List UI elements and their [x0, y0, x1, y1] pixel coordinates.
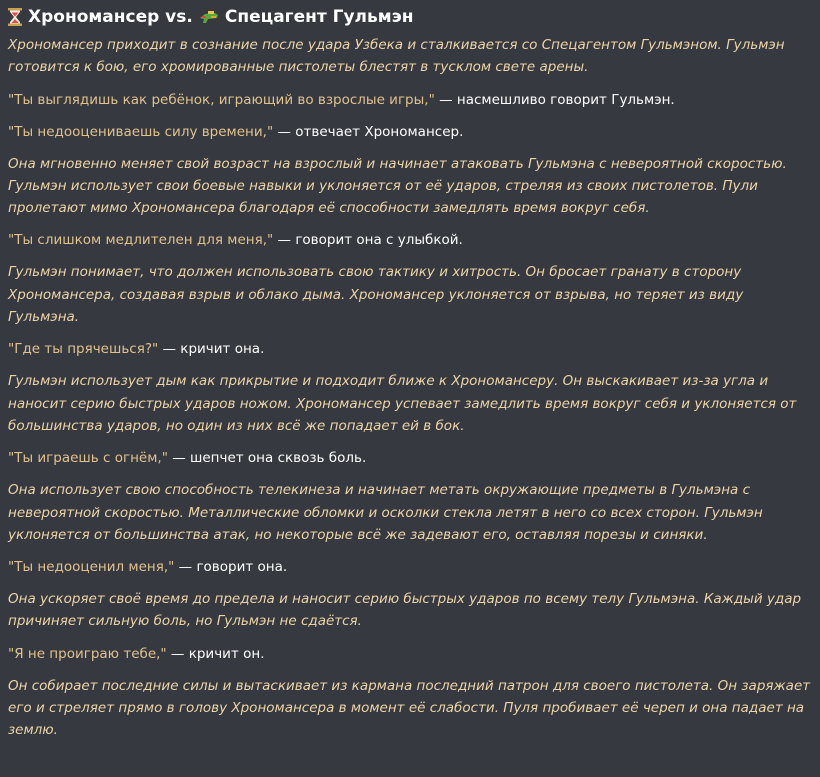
- dialogue-tag: — насмешливо говорит Гульмэн.: [439, 91, 675, 108]
- dialogue-line: [8, 643, 812, 665]
- dialogue-tag: — отвечает Хрономансер.: [277, 123, 464, 140]
- dialogue-tag: — говорит она с улыбкой.: [277, 232, 463, 249]
- dialogue-quote: "Ты выглядишь как ребёнок, играющий во взрослые игры,": [8, 91, 435, 108]
- dialogue-line: [8, 121, 812, 143]
- dialogue-tag: — кричит она.: [162, 341, 265, 358]
- dialogue-line: [8, 89, 812, 111]
- dialogue-tag: — шепчет она сквозь боль.: [172, 450, 367, 467]
- agent-icon: [199, 9, 219, 25]
- dialogue-tag: — говорит она.: [178, 559, 288, 576]
- dialogue-quote: "Ты недооценил меня,": [8, 559, 175, 576]
- narration-paragraph: Она ускоряет своё время до предела и наносит серию быстрых ударов по всему телу Гульмэна. Каждый удар причиняет сильную боль, но Гульмэн не сдаётся.: [8, 591, 802, 630]
- dialogue-line: [8, 338, 812, 360]
- narration-paragraph: Она использует свою способность телекинеза и начинает метать окружающие предметы в Гульмэна с невероятной скоростью. Металлические обломки и осколки стекла летят в него со всех сторон. Гульмэн уклоняется от большинства атак, но некоторые всё же задевают его, оставляя порезы и синяки.: [8, 482, 763, 543]
- dialogue-quote: "Ты играешь с огнём,": [8, 450, 168, 467]
- dialogue-line: [8, 556, 812, 578]
- dialogue-quote: "Ты слишком медлителен для меня,": [8, 232, 274, 249]
- title-part-1: Хрономансер vs.: [28, 7, 193, 27]
- story-title: [8, 6, 812, 28]
- narration-paragraph: Он собирает последние силы и вытаскивает из кармана последний патрон для своего пистолета. Он заряжает его и стреляет прямо в голову Хрономансера в момент её слабости. Пуля пробивает её череп и она падает на землю.: [8, 677, 811, 739]
- dialogue-quote: "Я не проиграю тебе,": [8, 645, 167, 662]
- hourglass-icon: [8, 8, 22, 26]
- dialogue-quote: "Ты недооцениваешь силу времени,": [8, 123, 274, 140]
- narration-paragraph: Она мгновенно меняет свой возраст на взрослый и начинает атаковать Гульмэна с невероятной скоростью. Гульмэн использует свои боевые навыки и уклоняется от её ударов, стреляя из своих пистолетов. Пули пролетают мимо Хрономансера благодаря её способности замедлять время вокруг себя.: [8, 155, 787, 217]
- narration-paragraph: Гульмэн использует дым как прикрытие и подходит ближе к Хрономансеру. Он выскакивает из-за угла и наносит серию быстрых ударов ножом. Хрономансер успевает замедлить время вокруг себя и уклоняется от большинства ударов, но один из них всё же попадает ей в бок.: [8, 373, 797, 434]
- dialogue-line: [8, 447, 812, 469]
- dialogue-quote: "Где ты прячешься?": [8, 341, 159, 358]
- dialogue-tag: — кричит он.: [170, 645, 265, 662]
- dialogue-line: [8, 229, 812, 251]
- narration-paragraph: Хрономансер приходит в сознание после удара Узбека и сталкивается со Спецагентом Гульмэном. Гульмэн готовится к бою, его хромированные пистолеты блестят в тусклом свете арены.: [8, 37, 785, 76]
- narration-paragraph: Гульмэн понимает, что должен использовать свою тактику и хитрость. Он бросает гранату в сторону Хрономансера, создавая взрыв и облако дыма. Хрономансер уклоняется от взрыва, но теряет из виду Гульмэна.: [8, 264, 744, 326]
- title-part-2: Спецагент Гульмэн: [224, 7, 414, 27]
